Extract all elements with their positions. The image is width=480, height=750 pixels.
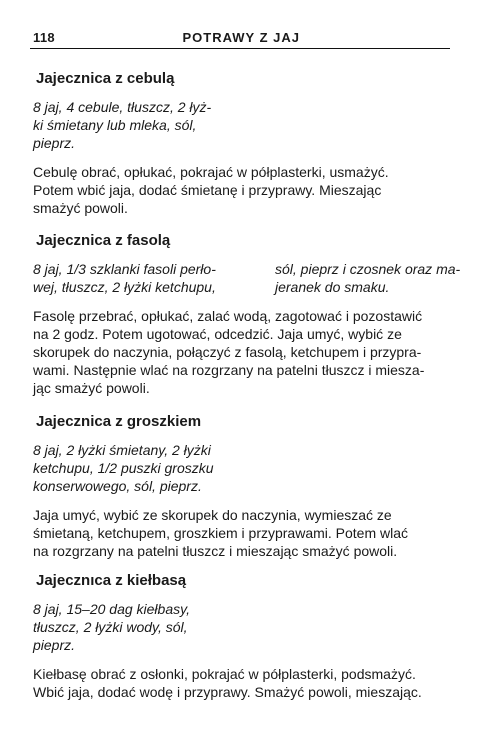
recipe-title: Jajecznica z fasolą [36,232,171,249]
ingredient-line: 8 jaj, 1/3 szklanki fasoli perło- [33,261,216,277]
instruction-line: na rozgrzany na patelni tłuszcz i mieszając smażyć powoli. [33,543,398,559]
ingredient-line: 8 jaj, 4 cebule, tłuszcz, 2 łyż- [33,99,212,115]
instruction-line: wami. Następnie wlać na rozgrzany na patelni tłuszcz i miesza- [33,362,425,378]
recipe-title: Jajecznıca z kiełbasą [36,572,187,589]
ingredient-line: pieprz. [33,637,76,653]
recipe-instructions [30,506,450,560]
recipe-cebula [30,70,450,217]
instruction-line: Wbić jaja, dodać wodę i przyprawy. Smażyć powoli, mieszając. [33,684,422,700]
recipe-title: Jajecznica z cebulą [36,70,175,87]
recipe-ingredients [33,98,450,152]
ingredient-line: konserwowego, sól, pieprz. [33,478,202,494]
recipe-instructions [30,307,450,397]
ingredient-line: sól, pieprz i czosnek oraz ma- [275,261,461,277]
ingredient-line: ketchupu, 1/2 puszki groszku [33,460,214,476]
ingredients-column-right [275,260,461,296]
recipe-fasola [30,232,461,397]
ingredient-line: jeranek do smaku. [275,279,390,295]
instruction-line: Fasolę przebrać, opłukać, zalać wodą, zagotować i pozostawić [33,308,423,324]
running-title: POTRAWY Z JAJ [182,30,300,45]
instruction-line: skorupek do naczynia, połączyć z fasolą, ketchupem i przypra- [33,344,422,360]
ingredient-line: wej, tłuszcz, 2 łyżki ketchupu, [33,279,216,295]
recipe-title: Jajecznica z groszkiem [36,413,202,430]
ingredient-line: 8 jaj, 15–20 dag kiełbasy, [33,601,190,617]
ingredient-line: ki śmietany lub mleka, sól, [33,117,197,133]
instruction-line: Kiełbasę obrać z osłonki, pokrajać w półplasterki, podsmażyć. [33,666,416,682]
recipe-kielbasa [30,572,450,701]
page-header [30,30,450,49]
recipe-ingredients [33,260,461,296]
instruction-line: Cebulę obrać, opłukać, pokrajać w półplasterki, usmażyć. [33,164,389,180]
instruction-line: Potem wbić jaja, dodać śmietanę i przyprawy. Mieszając [33,182,382,198]
recipe-ingredients [33,600,450,654]
ingredients-column-left [33,260,275,296]
instruction-line: smażyć powoli. [33,200,128,216]
recipe-instructions [30,163,450,217]
instruction-line: śmietaną, ketchupem, groszkiem i przyprawami. Potem wlać [33,525,409,541]
instruction-line: jąc smażyć powoli. [33,380,150,396]
book-page [30,30,450,49]
instruction-line: na 2 godz. Potem ugotować, odcedzić. Jaja umyć, wybić ze [33,326,402,342]
instruction-line: Jaja umyć, wybić ze skorupek do naczynia, wymieszać ze [33,507,392,523]
recipe-groszek [30,413,450,560]
recipe-instructions [30,665,450,701]
page-number: 118 [33,30,55,45]
recipe-ingredients [33,441,450,495]
ingredient-line: pieprz. [33,135,76,151]
ingredient-line: 8 jaj, 2 łyżki śmietany, 2 łyżki [33,442,211,458]
ingredient-line: tłuszcz, 2 łyżki wody, sól, [33,619,188,635]
